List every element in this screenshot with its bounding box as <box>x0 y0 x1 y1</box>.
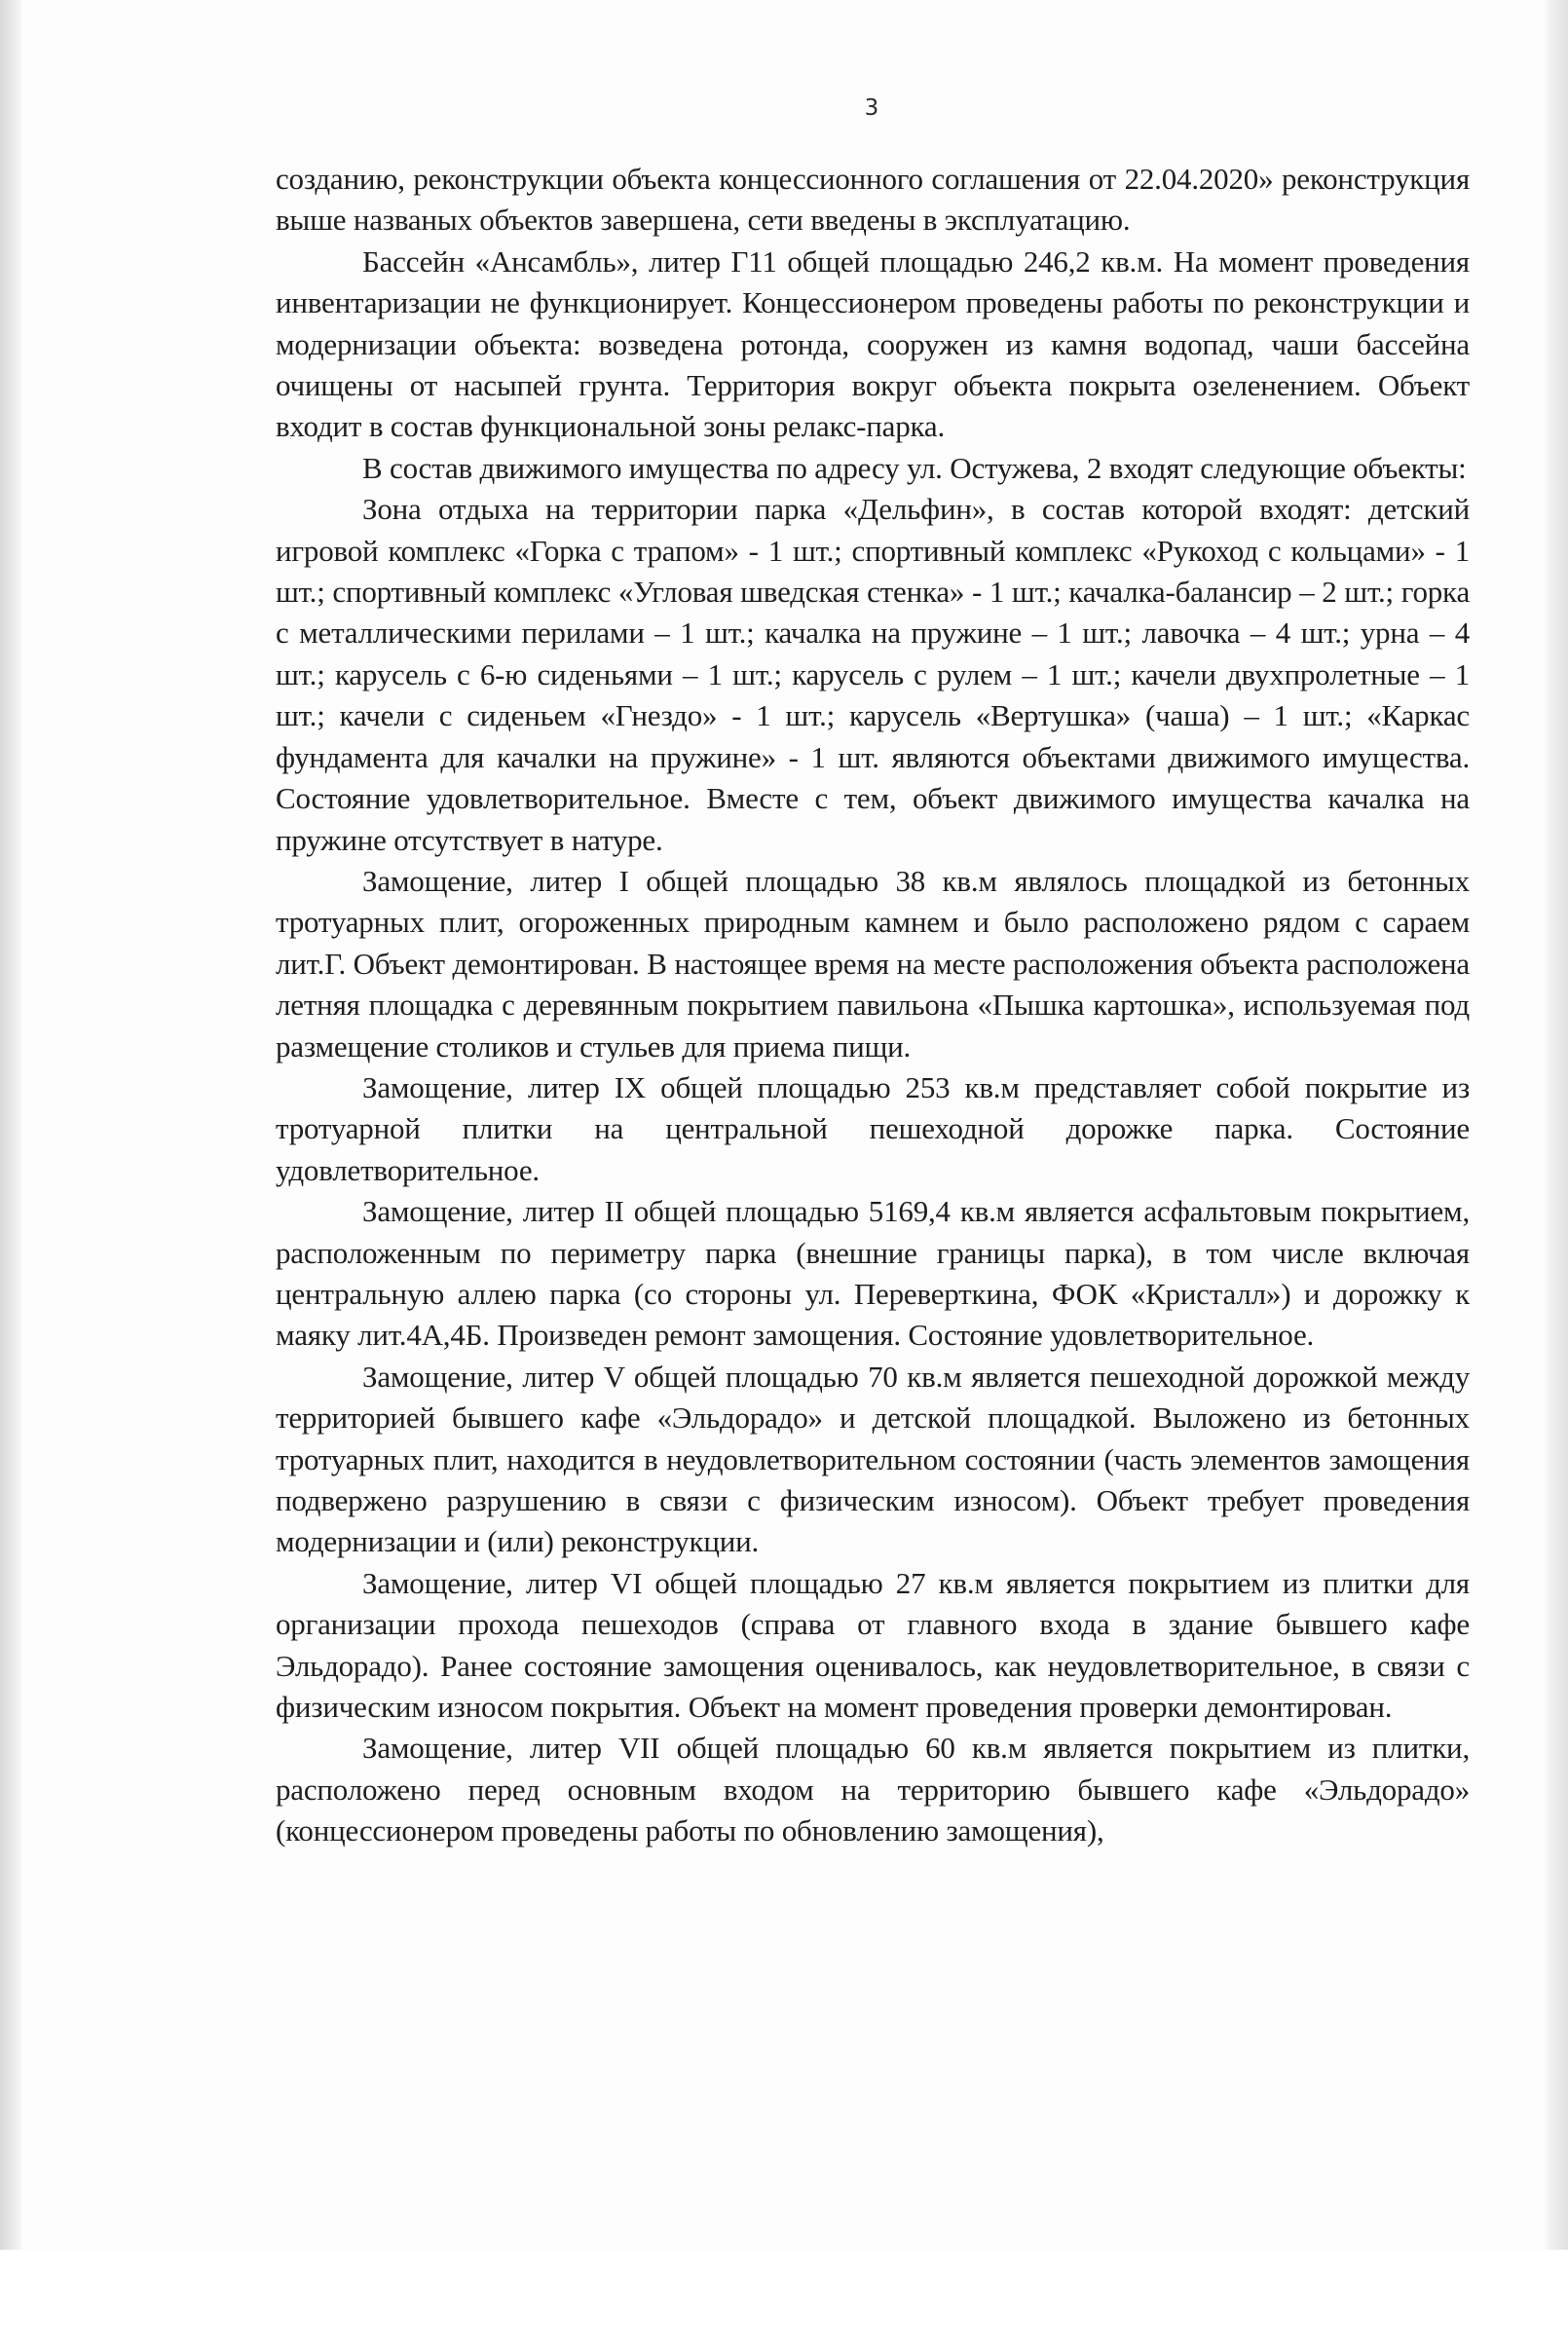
paragraph-paving-liter-i: Замощение, литер I общей площадью 38 кв.м являлось площадкой из бетонных тротуарных плит, огороженных природным камнем и было расположено рядом с сараем лит.Г. Объект демонтирован. В настоящее время на месте расположения объекта расположена летняя площадка с деревянным покрытием павильона «Пышка картошка», используемая под размещение столиков и стульев для приема пищи. <box>276 863 1470 1064</box>
paragraph-paving-liter-ii: Замощение, литер II общей площадью 5169,4 кв.м является асфальтовым покрытием, расположенным по периметру парка (внешние границы парка), в том числе включая центральную аллею парка (со стороны ул. Переверткина, ФОК «Кристалл») и дорожку к маяку лит.4А,4Б. Произведен ремонт замощения. Состояние удовлетворительное. <box>276 1194 1470 1353</box>
paragraph-movable-property-intro: В состав движимого имущества по адресу ул. Остужева, 2 входят следующие объекты: <box>362 450 1467 485</box>
paragraph-recreation-zone-delfin: Зона отдыха на территории парка «Дельфин», в состав которой входят: детский игровой комплекс «Горка с трапом» - 1 шт.; спортивный комплекс «Рукоход с кольцами» - 1 шт.; спортивный комплекс «Угловая шведская стенка» - 1 шт.; качалка-балансир – 2 шт.; горка с металлическими перилами – 1 шт.; качалка на пружине – 1 шт.; лавочка – 4 шт.; урна – 4 шт.; карусель с 6-ю сиденьями – 1 шт.; карусель с рулем – 1 шт.; качели двухпролетные – 1 шт.; качели с сиденьем «Гнездо» - 1 шт.; карусель «Вертушка» (чаша) – 1 шт.; «Каркас фундамента для качалки на пружине» - 1 шт. являются объектами движимого имущества. Состояние удовлетворительное. Вместе с тем, объект движимого имущества качалка на пружине отсутствует в натуре. <box>276 492 1470 857</box>
page-number: 3 <box>864 95 879 121</box>
paragraph-paving-liter-vi: Замощение, литер VI общей площадью 27 кв.м является покрытием из плитки для организации прохода пешеходов (справа от главного входа в здание бывшего кафе Эльдорадо). Ранее состояние замощения оценивалось, как неудовлетворительное, в связи с физическим износом покрытия. Объект на момент проведения проверки демонтирован. <box>276 1565 1470 1725</box>
paragraph-continuation: созданию, реконструкции объекта концессионного соглашения от 22.04.2020» реконструкция выше названых объектов завершена, сети введены в эксплуатацию. <box>276 162 1470 238</box>
paragraph-paving-liter-ix: Замощение, литер IX общей площадью 253 кв.м представляет собой покрытие из тротуарной плитки на центральной пешеходной дорожке парка. Состояние удовлетворительное. <box>276 1069 1470 1187</box>
scan-edge-right <box>1545 0 1568 2250</box>
document-body <box>276 159 1470 1852</box>
paragraph-paving-liter-v: Замощение, литер V общей площадью 70 кв.м является пешеходной дорожкой между территорией бывшего кафе «Эльдорадо» и детской площадкой. Выложено из бетонных тротуарных плит, находится в неудовлетворительном состоянии (часть элементов замощения подвержено разрушению в связи с физическим износом). Объект требует проведения модернизации и (или) реконструкции. <box>276 1359 1470 1559</box>
paragraph-paving-liter-vii: Замощение, литер VII общей площадью 60 кв.м является покрытием из плитки, расположено перед основным входом на территорию бывшего кафе «Эльдорадо» (концессионером проведены работы по обновлению замощения), <box>276 1731 1470 1848</box>
scan-edge-left <box>0 0 21 2250</box>
paragraph-pool-ansambl: Бассейн «Ансамбль», литер Г11 общей площадью 246,2 кв.м. На момент проведения инвентаризации не функционирует. Концессионером проведены работы по реконструкции и модернизации объекта: возведена ротонда, сооружен из камня водопад, чаши бассейна очищены от насыпей грунта. Территория вокруг объекта покрыта озеленением. Объект входит в состав функциональной зоны релакс-парка. <box>276 243 1470 444</box>
